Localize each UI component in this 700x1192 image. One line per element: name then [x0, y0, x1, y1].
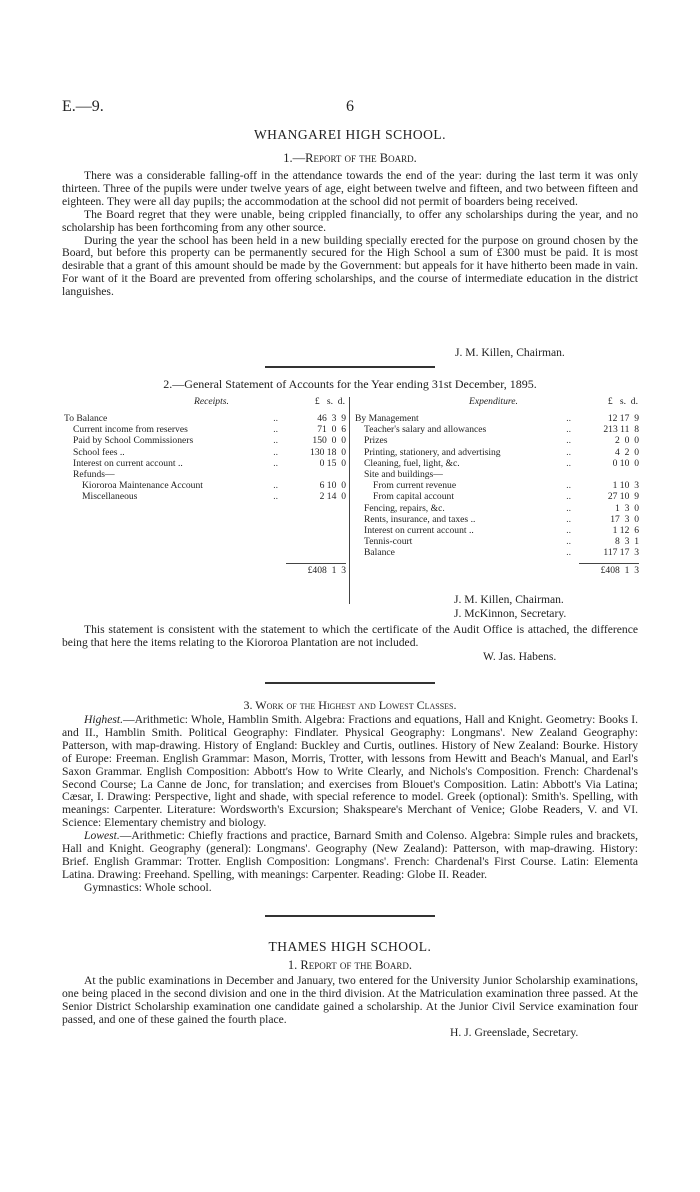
whangarei-report [62, 170, 638, 299]
highest-text: —Arithmetic: Whole, Hamblin Smith. Algebra: Fractions and equations, Hall and Knight. Geometry: Books I. and II., Hamblin Smith. Political Geography: Findlater. Physical Geography: Longmans'. New Zealand Geography: Patterson, with map-drawing. History of England: Buckley and Curtis, outlines. History of New Zealand: Bourke. History of Europe: Freeman. English Grammar: Mason, Morris, Trotter, with lessons from Hewitt and Beach's Manual, and Earl's Saxon Grammar. English Composition: Abbott's How to Write Clearly, and Nichols's Composition. French: Chardenal's Second Course; La Canne de Jonc, for translation; and exercises from Blouet's Composition. Latin: Abbott's Via Latina; Cæsar, I. Drawing: Perspective, light and shade, with special reference to model. Greek (optional): Smith's. Spelling, with meanings: Carpenter. Literature: Wordsworth's Excursion; Shakspeare's Merchant of Venice; Globe Readers, V. and VI. Science: Elementary chemistry and biology. [62, 713, 638, 830]
whangarei-p2: The Board regret that they were unable, being crippled financially, to offer any scholarships during the year, and no scholarship has been forthcoming from any other source. [62, 207, 638, 234]
leader-dots: .. [273, 457, 278, 469]
expenditure-row [355, 458, 639, 469]
expenditure-label: Cleaning, fuel, light, &c. [364, 457, 460, 469]
receipt-row [64, 413, 346, 424]
expenditure-row [355, 536, 639, 547]
receipt-amount: 0 15 0 [319, 457, 346, 469]
receipts-total: £408 1 3 [307, 565, 346, 576]
receipt-amount: 2 14 0 [319, 491, 346, 503]
page-ref: E.—9. [62, 98, 104, 115]
receipt-amount: 150 0 0 [312, 435, 346, 447]
audit-note-text: This statement is consistent with the statement to which the certificate of the Audit Office is attached, the difference being that here the items relating to the Kiororoa Plantation are not included. [62, 623, 638, 649]
expenditure-total-rule [579, 563, 639, 564]
gymnastics: Gymnastics: Whole school. [84, 880, 212, 894]
whangarei-signatory: J. M. Killen, Chairman. [455, 346, 565, 359]
expenditure-label: Teacher's salary and allowances [364, 424, 487, 436]
expenditure-row [355, 424, 639, 435]
expenditure-label: By Management [355, 413, 419, 424]
receipts-total-rule [286, 563, 346, 564]
thames-report [62, 975, 638, 1027]
lowest-text: —Arithmetic: Chiefly fractions and practice, Barnard Smith and Colenso. Algebra: Simple rules and brackets, Hall and Knight. Geography (general): Longmans'. Geography (New Zealand): Patterson, with map-drawing. History: Brief. English Grammar: Trotter. English Composition: Longmans'. French: Chardenal's First Course. Latin: Elementa Latina. Drawing: Freehand. Spelling, with meanings: Carpenter. Reading: Globe II. Reader. [62, 829, 638, 881]
receipts-currency-header: £ s. d. [314, 396, 345, 407]
expenditure-label: Expenditure. [469, 396, 518, 407]
expenditure-row [355, 435, 639, 446]
receipt-label: Paid by School Commissioners [73, 435, 194, 447]
expenditure-label: Fencing, repairs, &c. [364, 502, 445, 514]
leader-dots: .. [566, 446, 571, 458]
thames-report-heading: 1. Report of the Board. [287, 958, 413, 972]
whangarei-p3: During the year the school has been held in a new building specially erected for the purpose on ground chosen by the Board, but before this property can be permanently secured for the High School a sum of £300 must be paid. It is most desirable that a grant of this amount should be made by the Government: but appeals for it have hitherto been made in vain. For want of it the Board are prevented from offering scholarships, and the course of intermediate education in the district languishes. [62, 233, 638, 299]
leader-dots: .. [566, 513, 571, 525]
receipt-row [64, 458, 346, 469]
accounts-column-divider [349, 397, 350, 604]
divider [265, 915, 435, 917]
lowest-label: Lowest. [84, 829, 120, 843]
work-body [62, 714, 638, 895]
receipt-row [64, 447, 346, 458]
expenditure-label: Prizes [364, 435, 388, 447]
thames-signatory: H. J. Greenslade, Secretary. [450, 1026, 579, 1039]
receipt-label: To Balance [64, 413, 108, 424]
leader-dots: .. [273, 424, 278, 436]
expenditure-row [355, 547, 639, 558]
leader-dots: .. [566, 536, 571, 548]
work-heading: 3. Work of the Highest and Lowest Classes. [243, 698, 457, 712]
expenditure-amount: 4 2 0 [615, 446, 639, 458]
expenditure-row [355, 514, 639, 525]
expenditure-amount: 2 0 0 [615, 435, 639, 447]
highest-label: Highest. [84, 713, 123, 726]
expenditure-label: From capital account [373, 491, 454, 503]
expenditure-label: Site and buildings— [364, 468, 443, 480]
expenditure-amount: 1 3 0 [615, 502, 639, 514]
receipt-label: Refunds— [73, 468, 115, 480]
divider [265, 366, 435, 368]
whangarei-title: WHANGAREI HIGH SCHOOL. [253, 127, 447, 142]
receipt-row [64, 491, 346, 502]
leader-dots: .. [566, 491, 571, 503]
leader-dots: .. [566, 435, 571, 447]
expenditure-amount: 213 11 8 [603, 424, 639, 436]
lowest-class [62, 830, 638, 882]
receipt-label: Current income from reserves [73, 424, 188, 436]
expenditure-amount: 1 12 6 [612, 524, 639, 536]
receipt-label: Miscellaneous [82, 491, 138, 503]
expenditure-label: Printing, stationery, and advertising [364, 446, 501, 458]
expenditure-row [355, 447, 639, 458]
expenditure-label: From current revenue [373, 480, 457, 492]
expenditure-label: Interest on current account .. [364, 524, 474, 536]
expenditure-amount: 0 10 0 [612, 457, 639, 469]
expenditure-row [355, 491, 639, 502]
thames-title: THAMES HIGH SCHOOL. [268, 939, 432, 954]
expenditure-amount: 8 3 1 [615, 536, 639, 548]
expenditure-label: Balance [364, 547, 395, 559]
audit-note-signatory: W. Jas. Habens. [483, 650, 557, 663]
expenditure-table [355, 413, 639, 558]
receipt-amount: 46 3 9 [317, 413, 346, 424]
receipts-label: Receipts. [194, 396, 229, 407]
receipt-row [64, 424, 346, 435]
receipt-amount: 130 18 0 [310, 446, 346, 458]
expenditure-row [355, 469, 639, 480]
expenditure-label: Rents, insurance, and taxes .. [364, 513, 476, 525]
receipt-label: Kiororoa Maintenance Account [82, 480, 203, 492]
leader-dots: .. [566, 502, 571, 514]
leader-dots: .. [273, 480, 278, 492]
receipt-label: Interest on current account .. [73, 457, 183, 469]
expenditure-row [355, 413, 639, 424]
leader-dots: .. [566, 424, 571, 436]
expenditure-amount: 12 17 9 [607, 413, 639, 424]
leader-dots: .. [566, 480, 571, 492]
expenditure-row [355, 480, 639, 491]
leader-dots: .. [273, 413, 278, 424]
receipt-row [64, 480, 346, 491]
leader-dots: .. [273, 446, 278, 458]
accounts-heading: 2.—General Statement of Accounts for the Year ending 31st December, 1895. [163, 377, 537, 391]
expenditure-amount: 27 10 9 [607, 491, 639, 503]
expenditure-row [355, 525, 639, 536]
divider [265, 682, 435, 684]
leader-dots: .. [566, 547, 571, 559]
expenditure-total: £408 1 3 [600, 565, 639, 576]
leader-dots: .. [566, 457, 571, 469]
whangarei-p1: There was a considerable falling-off in the attendance towards the end of the year: during the last term it was only thirteen. Three of the pupils were under twelve years of age, eight between twelve and fifteen, and two between fifteen and eighteen. They were all day pupils; the accommodation at the school did not permit of boarders being received. [62, 169, 638, 208]
expenditure-row [355, 503, 639, 514]
accounts-signatory-chairman: J. M. Killen, Chairman. [454, 593, 564, 606]
receipt-amount: 6 10 0 [319, 480, 346, 492]
receipts-table [64, 413, 346, 503]
expenditure-amount: 17 3 0 [610, 513, 639, 525]
leader-dots: .. [273, 491, 278, 503]
highest-class [62, 714, 638, 830]
accounts-signatory-secretary: J. McKinnon, Secretary. [454, 607, 567, 620]
receipt-row [64, 435, 346, 446]
expenditure-amount: 117 17 3 [603, 547, 639, 559]
thames-p1: At the public examinations in December and January, two entered for the University Junior Scholarship examinations, one being placed in the second division and one in the third division. At the Matriculation examination three passed. At the Senior District Scholarship examination one candidate gained a scholarship. At the Junior Civil Service examination four passed, and one of these gained the fourth place. [62, 974, 638, 1026]
expenditure-currency-header: £ s. d. [607, 396, 638, 407]
receipt-label: School fees .. [73, 446, 125, 458]
leader-dots: .. [566, 524, 571, 536]
receipt-amount: 71 0 6 [317, 424, 346, 436]
leader-dots: .. [566, 413, 571, 424]
leader-dots: .. [273, 435, 278, 447]
receipt-row [64, 469, 346, 480]
expenditure-label: Tennis-court [364, 536, 413, 548]
expenditure-amount: 1 10 3 [612, 480, 639, 492]
whangarei-report-heading: 1.—Report of the Board. [283, 151, 417, 165]
audit-note [62, 624, 638, 650]
page-number: 6 [346, 98, 354, 115]
